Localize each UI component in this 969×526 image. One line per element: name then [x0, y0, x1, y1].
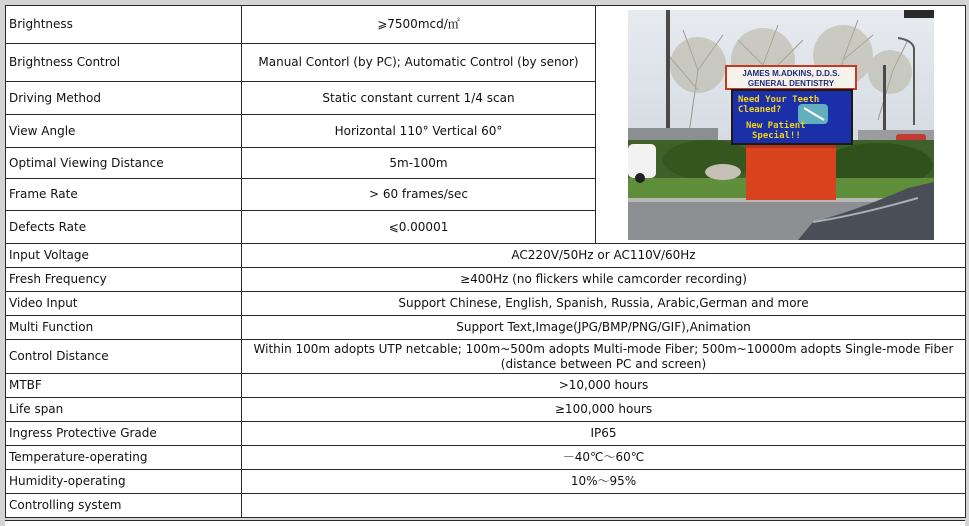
row-value: 10%～95% — [242, 470, 966, 494]
row-value: ≥400Hz (no flickers while camcorder recording) — [242, 268, 966, 292]
row-label: Control Distance — [6, 340, 242, 374]
row-value: ⩾7500mcd/㎡ — [242, 6, 596, 44]
table-row — [6, 268, 966, 292]
row-value: >10,000 hours — [242, 374, 966, 398]
table-row — [6, 422, 966, 446]
row-label: Frame Rate — [6, 179, 242, 211]
table-row — [6, 446, 966, 470]
row-value: Static constant current 1/4 scan — [242, 82, 596, 115]
row-label: Brightness Control — [6, 44, 242, 82]
table-row — [6, 398, 966, 422]
row-label: Optimal Viewing Distance — [6, 148, 242, 179]
table-row — [6, 244, 966, 268]
row-value: ≥100,000 hours — [242, 398, 966, 422]
photo-cell — [596, 6, 966, 244]
row-value: Manual Contorl (by PC); Automatic Control (by senor) — [242, 44, 596, 82]
row-value: AC220V/50Hz or AC110V/60Hz — [242, 244, 966, 268]
table-row — [6, 340, 966, 374]
table-row — [6, 494, 966, 518]
row-value: Support Chinese, English, Spanish, Russia, Arabic,German and more — [242, 292, 966, 316]
led-sign-illustration — [628, 10, 934, 240]
spec-table — [5, 5, 966, 518]
table-bottom-edge — [5, 520, 965, 526]
row-value — [242, 494, 966, 518]
row-value: Horizontal 110° Vertical 60° — [242, 115, 596, 148]
sign-header-line2: GENERAL DENTISTRY — [747, 78, 834, 88]
row-label: View Angle — [6, 115, 242, 148]
row-label: Controlling system — [6, 494, 242, 518]
row-value: ⩽0.00001 — [242, 211, 596, 244]
table-row — [6, 470, 966, 494]
led-text-line3: New Patient — [745, 120, 806, 131]
table-row — [6, 316, 966, 340]
row-label: Brightness — [6, 6, 242, 44]
row-label: Defects Rate — [6, 211, 242, 244]
row-value: IP65 — [242, 422, 966, 446]
table-row — [6, 374, 966, 398]
row-value: Support Text,Image(JPG/BMP/PNG/GIF),Animation — [242, 316, 966, 340]
row-value: Within 100m adopts UTP netcable; 100m~500m adopts Multi-mode Fiber; 500m~10000m adopts Single-mode Fiber (distance between PC and screen) — [242, 340, 966, 374]
row-label: Video Input — [6, 292, 242, 316]
row-label: Ingress Protective Grade — [6, 422, 242, 446]
led-text-line4: Special!! — [751, 130, 801, 141]
sign-header-line1: JAMES M.ADKINS, D.D.S. — [741, 68, 840, 78]
row-label: Temperature-operating — [6, 446, 242, 470]
row-label: Humidity-operating — [6, 470, 242, 494]
row-label: MTBF — [6, 374, 242, 398]
row-label: Driving Method — [6, 82, 242, 115]
led-text-line1: Need Your Teeth — [737, 94, 819, 105]
table-row — [6, 292, 966, 316]
row-value: －40℃～60℃ — [242, 446, 966, 470]
row-label: Multi Function — [6, 316, 242, 340]
row-label: Input Voltage — [6, 244, 242, 268]
row-value: > 60 frames/sec — [242, 179, 596, 211]
table-row — [6, 6, 966, 44]
row-label: Fresh Frequency — [6, 268, 242, 292]
row-label: Life span — [6, 398, 242, 422]
row-value: 5m-100m — [242, 148, 596, 179]
led-sign-photo — [628, 10, 934, 240]
led-text-line2: Cleaned? — [737, 104, 781, 115]
